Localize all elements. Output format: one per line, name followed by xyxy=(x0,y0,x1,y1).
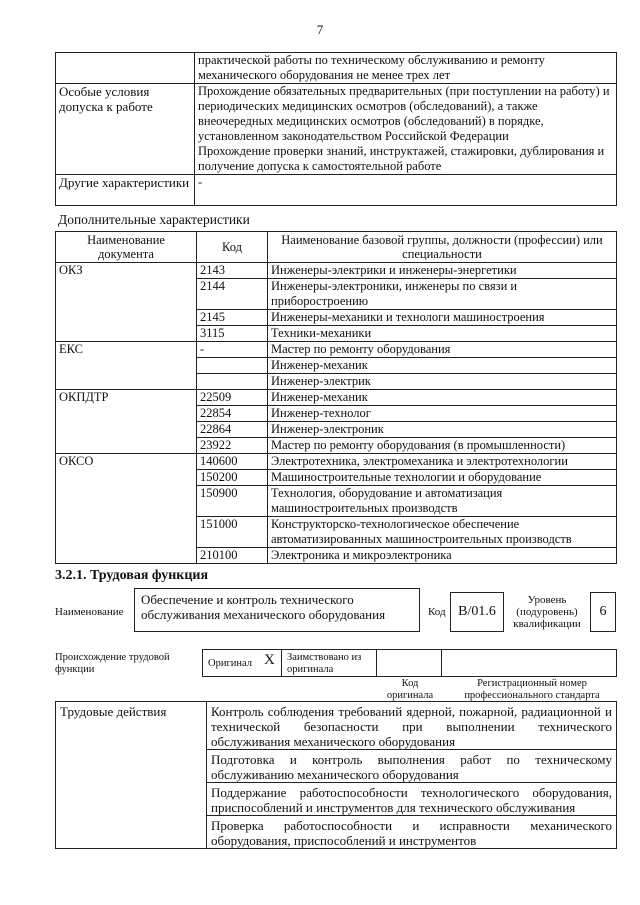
name-label: Наименование xyxy=(55,606,124,618)
original-mark: X xyxy=(264,652,275,668)
code-cell: 2145 xyxy=(197,310,268,326)
labor-action-item: Проверка работоспособности и исправности механического оборудования, приспособлений и инструментов xyxy=(207,816,617,849)
code-cell: 151000 xyxy=(197,517,268,548)
code-cell xyxy=(197,358,268,374)
level-value: 6 xyxy=(599,604,607,619)
labor-action-item: Контроль соблюдения требований ядерной, пожарной, радиационной и технической безопасности при выполнении технического обслуживания механического оборудования xyxy=(207,702,617,750)
specialty-name-cell: Инженер-механик xyxy=(268,390,617,406)
specialty-name-cell: Инженер-электроник xyxy=(268,422,617,438)
table-row xyxy=(56,342,617,358)
function-name-box xyxy=(134,588,420,632)
origin-label: Происхождение трудовой функции xyxy=(55,652,170,675)
special-conditions-label: Особые условия допуска к работе xyxy=(56,84,195,175)
experience-text: практической работы по техническому обслуживанию и ремонту механического оборудования не менее трех лет xyxy=(195,53,617,84)
labor-actions-table xyxy=(55,701,617,849)
code-cell: 3115 xyxy=(197,326,268,342)
function-code-value: В/01.6 xyxy=(458,604,496,619)
qualification-requirements-table xyxy=(55,52,617,206)
labor-action-item: Поддержание работоспособности технологического оборудования, приспособлений и инструментов для технического обслуживания xyxy=(207,783,617,816)
knowledge-check-text: Прохождение проверки знаний, инструктажей, стажировки, дублирования и получение допуска к самостоятельной работе xyxy=(198,144,605,173)
specialty-name-cell: Мастер по ремонту оборудования xyxy=(268,342,617,358)
header-code: Код xyxy=(197,232,268,263)
code-cell xyxy=(197,374,268,390)
reg-number-caption: Регистрационный номер профессионального стандарта xyxy=(464,678,600,701)
level-label: Уровень (подуровень) квалификации xyxy=(513,594,581,630)
section-title: 3.2.1. Трудовая функция xyxy=(55,568,209,583)
document-name-cell: ЕКС xyxy=(56,342,197,390)
medical-exam-text: Прохождение обязательных предварительных (при поступлении на работу) и периодических медицинских осмотров (обследований), а также внеочередных медицинских осмотров (обследований) в порядке, установленном законодательством Российской Федерации xyxy=(198,84,610,143)
header-specialty: Наименование базовой группы, должности (профессии) или специальности xyxy=(268,232,617,263)
code-cell: 22854 xyxy=(197,406,268,422)
code-original-caption: Код оригинала xyxy=(386,678,434,701)
code-cell: 150200 xyxy=(197,470,268,486)
specialty-name-cell: Инженеры-электроники, инженеры по связи и приборостроению xyxy=(268,279,617,310)
other-characteristics-text: - xyxy=(195,175,617,206)
document-name-cell: ОКСО xyxy=(56,454,197,564)
specialty-name-cell: Инженеры-механики и технологи машиностроения xyxy=(268,310,617,326)
table-row xyxy=(56,175,617,206)
function-code-box xyxy=(450,592,504,632)
header-document: Наименование документа xyxy=(56,232,197,263)
specialty-name-cell: Электротехника, электромеханика и электротехнологии xyxy=(268,454,617,470)
code-cell: 23922 xyxy=(197,438,268,454)
reg-number-box xyxy=(441,649,617,677)
specialty-name-cell: Машиностроительные технологии и оборудование xyxy=(268,470,617,486)
table-row xyxy=(56,53,617,84)
empty-cell xyxy=(56,53,195,84)
specialty-name-cell: Инженер-технолог xyxy=(268,406,617,422)
code-cell: 150900 xyxy=(197,486,268,517)
other-characteristics-label: Другие характеристики xyxy=(56,175,195,206)
document-name-cell: ОКПДТР xyxy=(56,390,197,454)
specialty-name-cell: Инженер-электрик xyxy=(268,374,617,390)
table-row xyxy=(56,263,617,279)
table-row xyxy=(56,84,617,175)
document-name-cell: ОКЗ xyxy=(56,263,197,342)
page-number: 7 xyxy=(316,22,324,37)
table-row xyxy=(56,702,617,750)
code-cell: 22864 xyxy=(197,422,268,438)
labor-actions-label: Трудовые действия xyxy=(56,702,207,849)
code-cell: - xyxy=(197,342,268,358)
additional-characteristics-caption: Дополнительные характеристики xyxy=(58,212,250,227)
specialty-name-cell: Техники-механики xyxy=(268,326,617,342)
specialty-name-cell: Электроника и микроэлектроника xyxy=(268,548,617,564)
special-conditions-text xyxy=(195,84,617,175)
labor-action-item: Подготовка и контроль выполнения работ по техническому обслуживанию механического оборудования xyxy=(207,750,617,783)
specialty-name-cell: Конструкторско-технологическое обеспечение автоматизированных машиностроительных производств xyxy=(268,517,617,548)
original-label: Оригинал xyxy=(208,658,252,669)
borrowed-label: Заимствовано из оригинала xyxy=(287,652,362,675)
table-header-row xyxy=(56,232,617,263)
code-original-box xyxy=(376,649,442,677)
code-label: Код xyxy=(428,606,446,618)
code-cell: 140600 xyxy=(197,454,268,470)
code-cell: 2144 xyxy=(197,279,268,310)
code-cell: 210100 xyxy=(197,548,268,564)
code-cell: 2143 xyxy=(197,263,268,279)
table-row xyxy=(56,454,617,470)
additional-characteristics-table xyxy=(55,231,617,564)
specialty-name-cell: Инженеры-электрики и инженеры-энергетики xyxy=(268,263,617,279)
specialty-name-cell: Инженер-механик xyxy=(268,358,617,374)
table-row xyxy=(56,390,617,406)
code-cell: 22509 xyxy=(197,390,268,406)
specialty-name-cell: Мастер по ремонту оборудования (в промышленности) xyxy=(268,438,617,454)
level-box xyxy=(590,592,616,632)
specialty-name-cell: Технология, оборудование и автоматизация машиностроительных производств xyxy=(268,486,617,517)
function-name-value: Обеспечение и контроль технического обслуживания механического оборудования xyxy=(141,592,386,622)
